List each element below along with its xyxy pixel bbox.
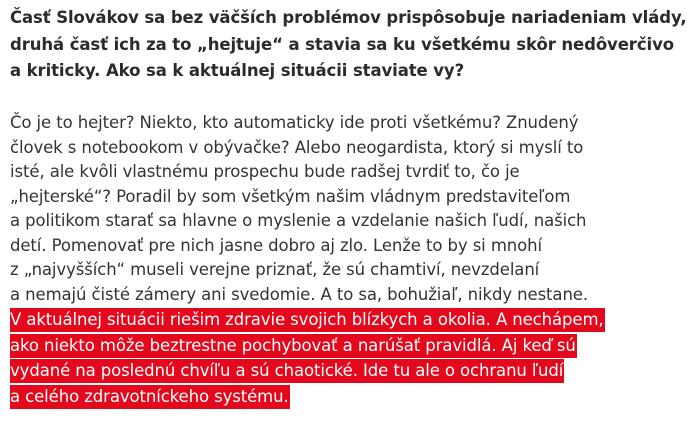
highlighted-line: V aktuálnej situácii riešim zdravie svojich blízkych a okolia. A nechápem, [10, 308, 605, 332]
interview-answer [10, 111, 605, 410]
question-line: a kriticky. Ako sa k aktuálnej situácii staviate vy? [10, 61, 465, 80]
highlighted-passage [10, 308, 605, 409]
answer-line: isté, ale kvôli vlastnému prospechu bude radšej tvrdiť to, čo je [10, 162, 520, 181]
answer-line: „hejterské“? Poradil by som všetkým našim vládnym predstaviteľom [10, 186, 571, 206]
answer-line: z „najvyšších“ museli verejne priznať, že sú chamtiví, nevzdelaní [10, 260, 540, 279]
highlighted-line: vydané na poslednú chvíľu a sú chaotické. Ide tu ale o ochranu ľudí [10, 359, 564, 383]
highlighted-line: ako niekto môže beztrestne pochybovať a narúšať pravidlá. Aj keď sú [10, 334, 577, 358]
article-excerpt [10, 5, 687, 406]
interview-question [10, 5, 687, 85]
highlighted-line: a celého zdravotníckeho systému. [10, 385, 290, 409]
answer-line: človek s notebookom v obývačke? Alebo neogardista, ktorý si myslí to [10, 137, 584, 157]
answer-line: a politikom starať sa hlavne o myslenie a vzdelanie našich ľudí, našich [10, 211, 587, 230]
answer-line: a nemajú čisté zámery ani svedomie. A to sa, bohužiaľ, nikdy nestane. [10, 284, 588, 304]
question-line: Časť Slovákov sa bez väčších problémov prispôsobuje nariadeniam vlády, [10, 8, 687, 27]
answer-line: detí. Pomenovať pre nich jasne dobro aj zlo. Lenže to by si mnohí [10, 235, 542, 255]
question-line: druhá časť ich za to „hejtuje“ a stavia sa ku všetkému skôr nedôverčivo [10, 34, 674, 54]
answer-line: Čo je to hejter? Niekto, kto automaticky ide proti všetkému? Znudený [10, 113, 579, 132]
